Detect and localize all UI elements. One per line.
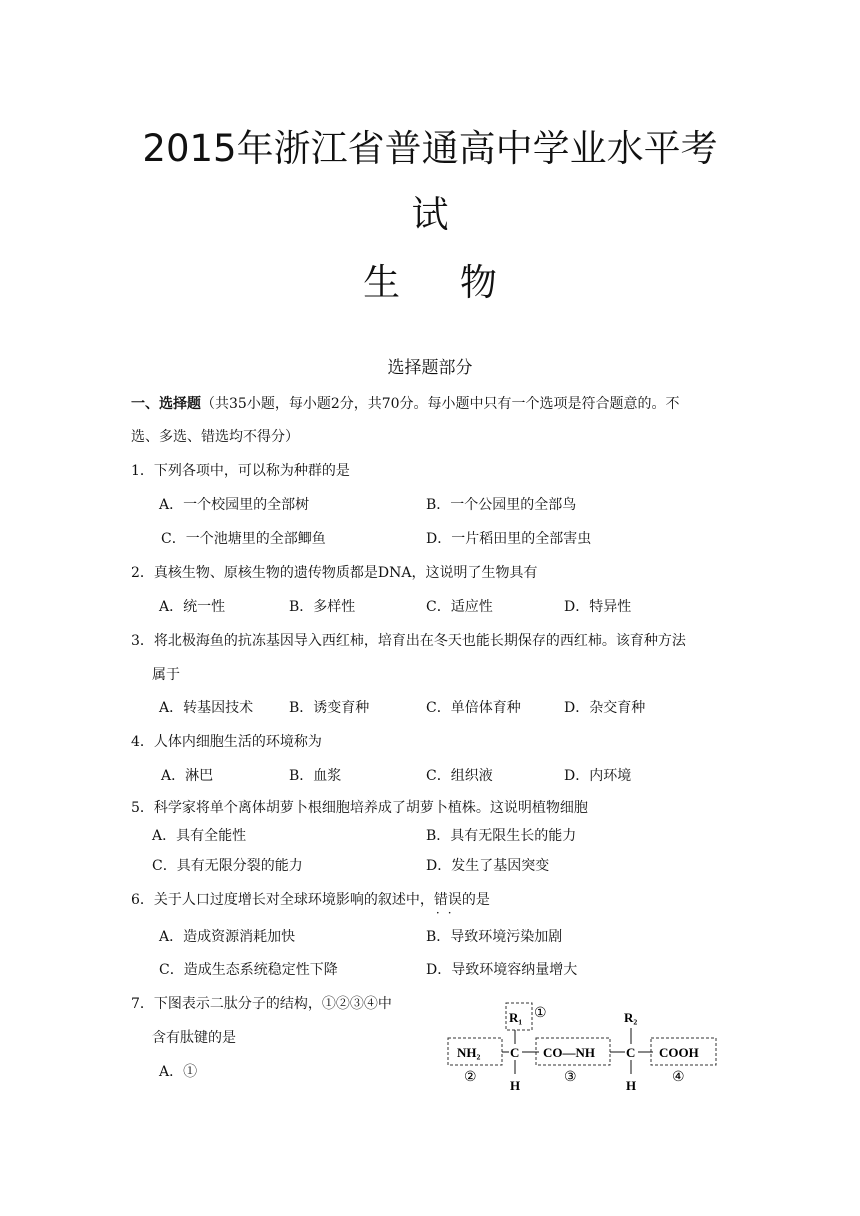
question-6-option-c[interactable]: C．造成生态系统稳定性下降 bbox=[159, 962, 338, 978]
question-3-stem: 3．将北极海鱼的抗冻基因导入西红柿，培育出在冬天也能长期保存的西红柿。该育种方法 bbox=[131, 633, 686, 649]
question-1-option-d[interactable]: D．一片稻田里的全部害虫 bbox=[426, 531, 592, 547]
question-4-option-b[interactable]: B．血浆 bbox=[289, 768, 342, 784]
question-2-option-d[interactable]: D．特异性 bbox=[564, 599, 632, 615]
question-4-option-c[interactable]: C．组织液 bbox=[426, 768, 493, 784]
question-2-option-c[interactable]: C．适应性 bbox=[426, 599, 493, 615]
question-5-option-b[interactable]: B．具有无限生长的能力 bbox=[426, 828, 577, 844]
marker-4: ④ bbox=[672, 1070, 685, 1085]
dipeptide-structure-diagram bbox=[440, 998, 730, 1098]
question-3-stem-continued: 属于 bbox=[152, 667, 180, 683]
marker-1: ① bbox=[534, 1006, 547, 1021]
question-2-stem: 2．真核生物、原核生物的遗传物质都是DNA，这说明了生物具有 bbox=[131, 565, 538, 581]
instructions bbox=[131, 395, 680, 413]
question-5-stem: 5．科学家将单个离体胡萝卜根细胞培养成了胡萝卜植株。这说明植物细胞 bbox=[131, 800, 588, 816]
question-4-option-a[interactable]: A．淋巴 bbox=[161, 768, 214, 784]
question-6-option-a[interactable]: A．造成资源消耗加快 bbox=[159, 929, 296, 945]
subject-title: 生 物 bbox=[363, 261, 521, 304]
question-1-stem: 1．下列各项中，可以称为种群的是 bbox=[131, 463, 350, 479]
h2-label: H bbox=[626, 1078, 637, 1093]
question-7-stem-continued: 含有肽键的是 bbox=[152, 1030, 236, 1046]
question-4-option-d[interactable]: D．内环境 bbox=[564, 768, 632, 784]
instructions-text-2: 选、多选、错选均不得分） bbox=[131, 429, 299, 445]
question-6-stem bbox=[131, 891, 490, 909]
exam-title: 2015年浙江省普通高中学业水平考 bbox=[142, 127, 718, 170]
exam-title-continued: 试 bbox=[411, 193, 449, 236]
question-6-emphasis: 错误 · · bbox=[434, 892, 462, 908]
question-7-option-a[interactable]: A．① bbox=[159, 1064, 198, 1080]
cooh-label: COOH bbox=[659, 1045, 699, 1060]
r1-label: R₁ bbox=[509, 1010, 523, 1025]
question-5-option-c[interactable]: C．具有无限分裂的能力 bbox=[152, 858, 303, 874]
question-7-stem: 7．下图表示二肽分子的结构，①②③④中 bbox=[131, 996, 392, 1012]
co-nh-label: CO—NH bbox=[543, 1045, 595, 1060]
question-1-option-a[interactable]: A．一个校园里的全部树 bbox=[159, 497, 310, 513]
question-3-option-c[interactable]: C．单倍体育种 bbox=[426, 700, 521, 716]
c1-label: C bbox=[510, 1045, 520, 1060]
question-5-option-d[interactable]: D．发生了基因突变 bbox=[426, 858, 550, 874]
marker-2: ② bbox=[464, 1070, 477, 1085]
question-3-option-a[interactable]: A．转基因技术 bbox=[159, 700, 254, 716]
instructions-heading: 一、选择题 bbox=[131, 396, 201, 412]
question-1-option-b[interactable]: B．一个公园里的全部鸟 bbox=[426, 497, 577, 513]
question-6-option-b[interactable]: B．导致环境污染加剧 bbox=[426, 929, 563, 945]
question-2-option-a[interactable]: A．统一性 bbox=[159, 599, 226, 615]
instructions-text-1: （共35小题，每小题2分，共70分。每小题中只有一个选项是符合题意的。不 bbox=[201, 396, 680, 412]
question-5-option-a[interactable]: A．具有全能性 bbox=[152, 828, 247, 844]
nh2-label: NH₂ bbox=[457, 1045, 481, 1060]
h1-label: H bbox=[510, 1078, 521, 1093]
question-6-stem-text: 6．关于人口过度增长对全球环境影响的叙述中， bbox=[131, 892, 434, 908]
section-title: 选择题部分 bbox=[387, 358, 473, 378]
marker-3: ③ bbox=[564, 1070, 577, 1085]
question-6-stem-tail: 的是 bbox=[461, 892, 490, 908]
question-6-option-d[interactable]: D．导致环境容纳量增大 bbox=[426, 962, 578, 978]
question-1-option-c[interactable]: C．一个池塘里的全部鲫鱼 bbox=[161, 531, 326, 547]
question-2-option-b[interactable]: B．多样性 bbox=[289, 599, 356, 615]
r2-label: R₂ bbox=[624, 1010, 638, 1025]
question-3-option-d[interactable]: D．杂交育种 bbox=[564, 700, 646, 716]
question-4-stem: 4．人体内细胞生活的环境称为 bbox=[131, 734, 322, 750]
question-3-option-b[interactable]: B．诱变育种 bbox=[289, 700, 370, 716]
c2-label: C bbox=[626, 1045, 636, 1060]
